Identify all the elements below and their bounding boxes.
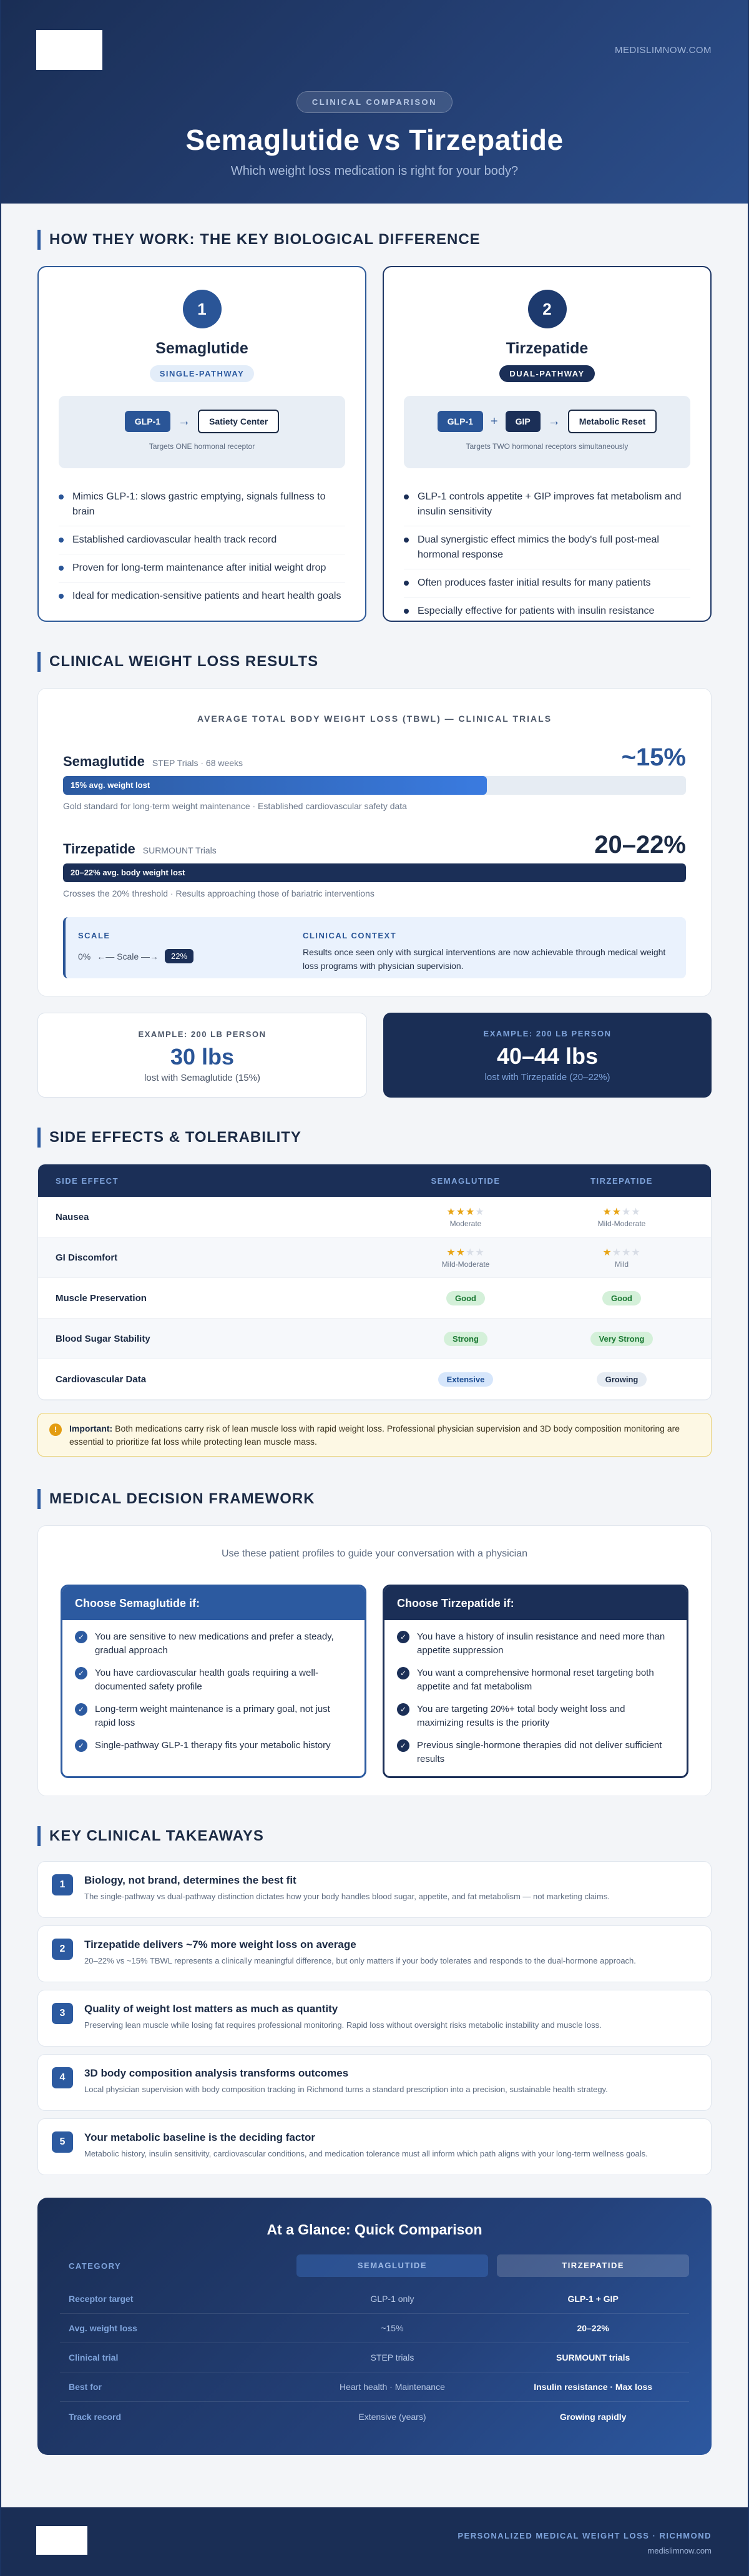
footer-tagline: PERSONALIZED MEDICAL WEIGHT LOSS · RICHMOND xyxy=(458,2531,712,2540)
drug-name: Tirzepatide xyxy=(63,841,135,857)
column-header: TIRZEPATIDE xyxy=(590,1176,653,1186)
benefit-text: Established cardiovascular health track record xyxy=(72,534,277,545)
criteria-item xyxy=(397,1630,674,1658)
progress-fill: 20–22% avg. body weight lost xyxy=(63,863,686,882)
example-label: EXAMPLE: 200 LB PERSON xyxy=(483,1029,612,1038)
status-badge: Good xyxy=(602,1291,641,1305)
column-header: SEMAGLUTIDE xyxy=(431,1176,501,1186)
criteria-item xyxy=(75,1739,352,1753)
example-cards xyxy=(37,1013,712,1098)
benefit-text: Especially effective for patients with insulin resistance xyxy=(418,606,655,616)
side-effect-name: Blood Sugar Stability xyxy=(56,1333,150,1344)
table-row xyxy=(38,1319,711,1359)
side-effect-name: Nausea xyxy=(56,1211,89,1222)
benefit-text: Dual synergistic effect mimics the body's full post-meal hormonal response xyxy=(418,534,659,560)
check-icon: ✓ xyxy=(397,1703,409,1716)
takeaway-number: 3 xyxy=(52,2003,73,2024)
benefit-list xyxy=(404,483,690,625)
table-row xyxy=(38,1278,711,1319)
tirzepatide-cell: 20–22% xyxy=(577,2323,609,2333)
check-icon: ✓ xyxy=(75,1667,87,1679)
footer-site-link[interactable]: medislimnow.com xyxy=(647,2546,712,2555)
takeaway-text: The single-pathway vs dual-pathway distinction dictates how your body handles blood sugar, appetite, and fat metabolism — not marketing claims. xyxy=(84,1892,610,1901)
status-badge: Good xyxy=(446,1291,485,1305)
pathway-note: Targets TWO hormonal receptors simultaneously xyxy=(466,442,629,451)
hero-header xyxy=(1,0,748,204)
glp1-chip: GLP-1 xyxy=(125,411,170,432)
benefit-text: Mimics GLP-1: slows gastric emptying, signals fullness to brain xyxy=(72,491,326,517)
example-value: 40–44 lbs xyxy=(496,1043,599,1069)
example-value: 30 lbs xyxy=(170,1044,235,1069)
takeaway-title: Quality of weight lost matters as much as quantity xyxy=(84,2003,338,2015)
table-row xyxy=(38,1359,711,1400)
benefit-item xyxy=(404,569,690,597)
bullet-dot-icon xyxy=(404,609,409,614)
table-header xyxy=(38,1164,711,1197)
semaglutide-cell: Heart health · Maintenance xyxy=(340,2382,445,2392)
severity-label: Moderate xyxy=(449,1219,482,1228)
takeaway-number: 1 xyxy=(52,1874,73,1895)
side-effect-name: Muscle Preservation xyxy=(56,1292,147,1304)
bullet-dot-icon xyxy=(59,594,64,599)
scale-end: 22% xyxy=(165,949,193,963)
column-header: CATEGORY xyxy=(69,2261,122,2271)
result-row-tirzepatide xyxy=(63,832,686,898)
takeaway-text: Preserving lean muscle while losing fat requires professional monitoring. Rapid loss without oversight risks metabolic instability and muscle loss. xyxy=(84,2020,602,2030)
metabolic-reset-chip: Metabolic Reset xyxy=(568,410,657,433)
status-badge: Very Strong xyxy=(590,1332,654,1346)
satiety-center-chip: Satiety Center xyxy=(198,410,279,433)
severity-stars-icon: ★★★★ xyxy=(446,1247,485,1258)
criteria-text: You are sensitive to new medications and prefer a steady, gradual approach xyxy=(95,1631,334,1656)
criteria-text: You want a comprehensive hormonal reset targeting both appetite and fat metabolism xyxy=(417,1668,654,1692)
choose-tirzepatide-panel xyxy=(383,1585,688,1778)
category-cell: Clinical trial xyxy=(69,2352,119,2362)
bullet-dot-icon xyxy=(404,581,409,586)
takeaway-item xyxy=(37,2118,712,2175)
table-row xyxy=(38,1237,711,1278)
arrow-right-icon: → xyxy=(178,414,191,428)
logo[interactable] xyxy=(36,30,102,70)
warning-icon: ! xyxy=(49,1423,62,1436)
takeaway-text: 20–22% vs ~15% TBWL represents a clinically meaningful difference, but only matters if your body tolerates and responds to the dual-hormone approach. xyxy=(84,1956,636,1965)
criteria-text: You are targeting 20%+ total body weight loss and maximizing results is the priority xyxy=(417,1704,625,1728)
benefit-item xyxy=(59,583,345,610)
panel-title: Choose Tirzepatide if: xyxy=(384,1586,687,1620)
benefit-item xyxy=(59,526,345,554)
category-cell: Best for xyxy=(69,2382,102,2392)
pathway-diagram xyxy=(59,396,345,468)
takeaway-text: Metabolic history, insulin sensitivity, cardiovascular conditions, and medication tolerance must all inform which path aligns with your long-term wellness goals. xyxy=(84,2149,648,2158)
criteria-text: Long-term weight maintenance is a primary goal, not just rapid loss xyxy=(95,1704,330,1728)
page-subtitle: Which weight loss medication is right for your body? xyxy=(230,164,519,178)
check-icon: ✓ xyxy=(397,1739,409,1752)
section-accent-bar xyxy=(37,1128,41,1148)
criteria-text: Previous single-hormone therapies did not deliver sufficient results xyxy=(417,1740,662,1764)
takeaway-item xyxy=(37,1990,712,2047)
context-text: Results once seen only with surgical interventions are now achievable through medical weight loss programs with physician supervision. xyxy=(303,947,666,971)
takeaway-title: Your metabolic baseline is the deciding factor xyxy=(84,2131,315,2143)
result-row-semaglutide xyxy=(63,745,686,811)
bullet-dot-icon xyxy=(59,566,64,571)
panel-title: Choose Semaglutide if: xyxy=(62,1586,365,1620)
drug-name: Semaglutide xyxy=(155,340,248,357)
category-cell: Receptor target xyxy=(69,2294,134,2304)
section-takeaways-title xyxy=(37,1826,712,1846)
check-icon: ✓ xyxy=(75,1631,87,1643)
benefit-item xyxy=(404,526,690,569)
result-note: Crosses the 20% threshold · Results approaching those of bariatric interventions xyxy=(63,888,374,898)
pathway-diagram xyxy=(404,396,690,468)
takeaway-title: 3D body composition analysis transforms outcomes xyxy=(84,2067,349,2079)
severity-stars-icon: ★★★★ xyxy=(602,1247,641,1258)
pathway-tag: DUAL-PATHWAY xyxy=(499,365,594,382)
severity-label: Mild-Moderate xyxy=(597,1219,646,1228)
check-icon: ✓ xyxy=(397,1631,409,1643)
glance-row xyxy=(60,2314,689,2343)
benefit-text: Ideal for medication-sensitive patients and heart health goals xyxy=(72,591,341,601)
weight-loss-percent: 20–22% xyxy=(594,831,686,858)
tirzepatide-cell: Growing rapidly xyxy=(559,2411,627,2422)
glance-row xyxy=(60,2372,689,2402)
section-heading: SIDE EFFECTS & TOLERABILITY xyxy=(49,1129,301,1146)
table-row xyxy=(38,1197,711,1237)
result-note: Gold standard for long-term weight maintenance · Established cardiovascular safety data xyxy=(63,801,407,811)
takeaway-number: 5 xyxy=(52,2131,73,2153)
gip-chip: GIP xyxy=(506,411,541,432)
glance-row xyxy=(60,2343,689,2372)
trial-name: SURMOUNT Trials xyxy=(142,845,217,855)
tirzepatide-card xyxy=(383,266,712,622)
glance-header xyxy=(60,2254,689,2277)
criteria-item xyxy=(397,1666,674,1694)
bullet-dot-icon xyxy=(404,494,409,499)
side-effect-name: Cardiovascular Data xyxy=(56,1374,147,1385)
takeaway-item xyxy=(37,1861,712,1918)
section-results-title xyxy=(37,652,712,672)
side-effects-table xyxy=(37,1164,712,1400)
criteria-item xyxy=(75,1666,352,1694)
criteria-item xyxy=(397,1739,674,1766)
section-accent-bar xyxy=(37,1826,41,1846)
takeaway-title: Tirzepatide delivers ~7% more weight loss on average xyxy=(84,1939,356,1950)
benefit-text: Proven for long-term maintenance after initial weight drop xyxy=(72,563,326,573)
alert-bold: Important: xyxy=(69,1423,113,1433)
card-number: 2 xyxy=(528,290,567,328)
benefit-item xyxy=(404,483,690,526)
alert-text xyxy=(69,1422,700,1448)
section-heading: CLINICAL WEIGHT LOSS RESULTS xyxy=(49,653,319,670)
example-tirzepatide xyxy=(383,1013,712,1098)
trial-name: STEP Trials · 68 weeks xyxy=(152,758,243,768)
severity-label: Mild xyxy=(614,1260,629,1269)
status-badge: Strong xyxy=(444,1332,487,1346)
glp1-chip: GLP-1 xyxy=(438,411,483,432)
scale-start: 0% xyxy=(78,951,91,961)
status-badge: Growing xyxy=(597,1372,647,1387)
column-header: SEMAGLUTIDE xyxy=(296,2254,489,2277)
criteria-text: Single-pathway GLP-1 therapy fits your metabolic history xyxy=(95,1740,331,1751)
check-icon: ✓ xyxy=(397,1667,409,1679)
semaglutide-card xyxy=(37,266,366,622)
criteria-text: You have cardiovascular health goals requiring a well-documented safety profile xyxy=(95,1668,318,1692)
clinical-context-box xyxy=(63,917,686,978)
bullet-dot-icon xyxy=(59,494,64,499)
benefit-item xyxy=(59,554,345,583)
footer xyxy=(1,2507,748,2576)
progress-track xyxy=(63,776,686,795)
severity-stars-icon: ★★★★ xyxy=(602,1207,641,1217)
results-caption: AVERAGE TOTAL BODY WEIGHT LOSS (TBWL) — CLINICAL TRIALS xyxy=(197,714,552,724)
progress-fill: 15% avg. weight lost xyxy=(63,776,487,795)
semaglutide-cell: ~15% xyxy=(381,2323,404,2333)
semaglutide-cell: Extensive (years) xyxy=(358,2411,426,2422)
section-heading: HOW THEY WORK: THE KEY BIOLOGICAL DIFFERENCE xyxy=(49,231,481,248)
example-desc: lost with Tirzepatide (20–22%) xyxy=(484,1072,610,1083)
context-title: CLINICAL CONTEXT xyxy=(303,931,397,940)
benefit-list xyxy=(59,483,345,610)
section-side-effects-title xyxy=(37,1128,712,1148)
section-decision-title xyxy=(37,1489,712,1509)
takeaway-item xyxy=(37,1925,712,1982)
column-header: SIDE EFFECT xyxy=(56,1176,119,1186)
results-card xyxy=(37,688,712,996)
site-url[interactable]: MEDISLIMNOW.COM xyxy=(614,45,712,56)
glance-title: At a Glance: Quick Comparison xyxy=(267,2221,482,2238)
side-effect-name: GI Discomfort xyxy=(56,1252,118,1263)
criteria-text: You have a history of insulin resistance and need more than appetite suppression xyxy=(417,1631,665,1656)
takeaway-number: 4 xyxy=(52,2067,73,2088)
footer-logo[interactable] xyxy=(36,2526,87,2555)
card-number: 1 xyxy=(183,290,222,328)
benefit-item xyxy=(404,597,690,625)
check-icon: ✓ xyxy=(75,1739,87,1752)
decision-intro: Use these patient profiles to guide your conversation with a physician xyxy=(221,1548,528,1559)
example-desc: lost with Semaglutide (15%) xyxy=(144,1073,260,1083)
severity-label: Mild-Moderate xyxy=(441,1260,490,1269)
section-heading: KEY CLINICAL TAKEAWAYS xyxy=(49,1827,264,1844)
section-accent-bar xyxy=(37,1489,41,1509)
example-label: EXAMPLE: 200 LB PERSON xyxy=(138,1030,267,1039)
pathway-note: Targets ONE hormonal receptor xyxy=(149,442,255,451)
benefit-item xyxy=(59,483,345,526)
criteria-item xyxy=(397,1703,674,1730)
scale-label: SCALE xyxy=(78,931,110,940)
tirzepatide-cell: SURMOUNT trials xyxy=(556,2352,630,2362)
tirzepatide-cell: Insulin resistance · Max loss xyxy=(534,2382,653,2392)
check-icon: ✓ xyxy=(75,1703,87,1716)
criteria-item xyxy=(75,1703,352,1730)
takeaway-item xyxy=(37,2054,712,2111)
section-accent-bar xyxy=(37,230,41,250)
semaglutide-cell: GLP-1 only xyxy=(370,2294,414,2304)
section-heading: MEDICAL DECISION FRAMEWORK xyxy=(49,1490,315,1507)
benefit-text: Often produces faster initial results for many patients xyxy=(418,578,651,588)
bullet-dot-icon xyxy=(404,538,409,543)
category-cell: Avg. weight loss xyxy=(69,2323,137,2333)
category-cell: Track record xyxy=(69,2411,122,2422)
glance-row xyxy=(60,2284,689,2314)
criteria-item xyxy=(75,1630,352,1658)
drug-name: Tirzepatide xyxy=(506,340,589,357)
glance-row xyxy=(60,2402,689,2431)
important-alert xyxy=(37,1413,712,1457)
takeaway-title: Biology, not brand, determines the best fit xyxy=(84,1874,296,1886)
plus-icon: + xyxy=(490,414,498,428)
example-semaglutide xyxy=(37,1013,367,1098)
status-badge: Extensive xyxy=(438,1372,494,1387)
choose-semaglutide-panel xyxy=(61,1585,366,1778)
section-accent-bar xyxy=(37,652,41,672)
benefit-text: GLP-1 controls appetite + GIP improves fat metabolism and insulin sensitivity xyxy=(418,491,682,517)
severity-stars-icon: ★★★★ xyxy=(446,1207,485,1217)
takeaway-text: Local physician supervision with body composition tracking in Richmond turns a standard prescription into a precision, sustainable health strategy. xyxy=(84,2085,608,2094)
bullet-dot-icon xyxy=(59,538,64,543)
section-how-title xyxy=(37,230,712,250)
semaglutide-cell: STEP trials xyxy=(370,2352,414,2362)
mechanism-comparison xyxy=(37,266,712,622)
takeaway-number: 2 xyxy=(52,1939,73,1960)
progress-track xyxy=(63,863,686,882)
weight-loss-percent: ~15% xyxy=(621,744,686,771)
drug-name: Semaglutide xyxy=(63,754,145,769)
scale-mid: ←— Scale —→ xyxy=(97,951,159,961)
quick-comparison-panel xyxy=(37,2198,712,2455)
scale-legend xyxy=(78,931,303,965)
pathway-tag: SINGLE-PATHWAY xyxy=(150,365,255,382)
page-title: Semaglutide vs Tirzepatide xyxy=(185,124,564,156)
decision-framework xyxy=(37,1525,712,1796)
arrow-right-icon: → xyxy=(547,414,561,428)
alert-body: Both medications carry risk of lean muscle loss with rapid weight loss. Professional physician supervision and 3D body composition monitoring are essential to prioritize fat loss while protecting lean muscle mass. xyxy=(69,1423,680,1447)
column-header: TIRZEPATIDE xyxy=(497,2254,689,2277)
category-pill: CLINICAL COMPARISON xyxy=(296,91,453,113)
tirzepatide-cell: GLP-1 + GIP xyxy=(567,2294,619,2304)
